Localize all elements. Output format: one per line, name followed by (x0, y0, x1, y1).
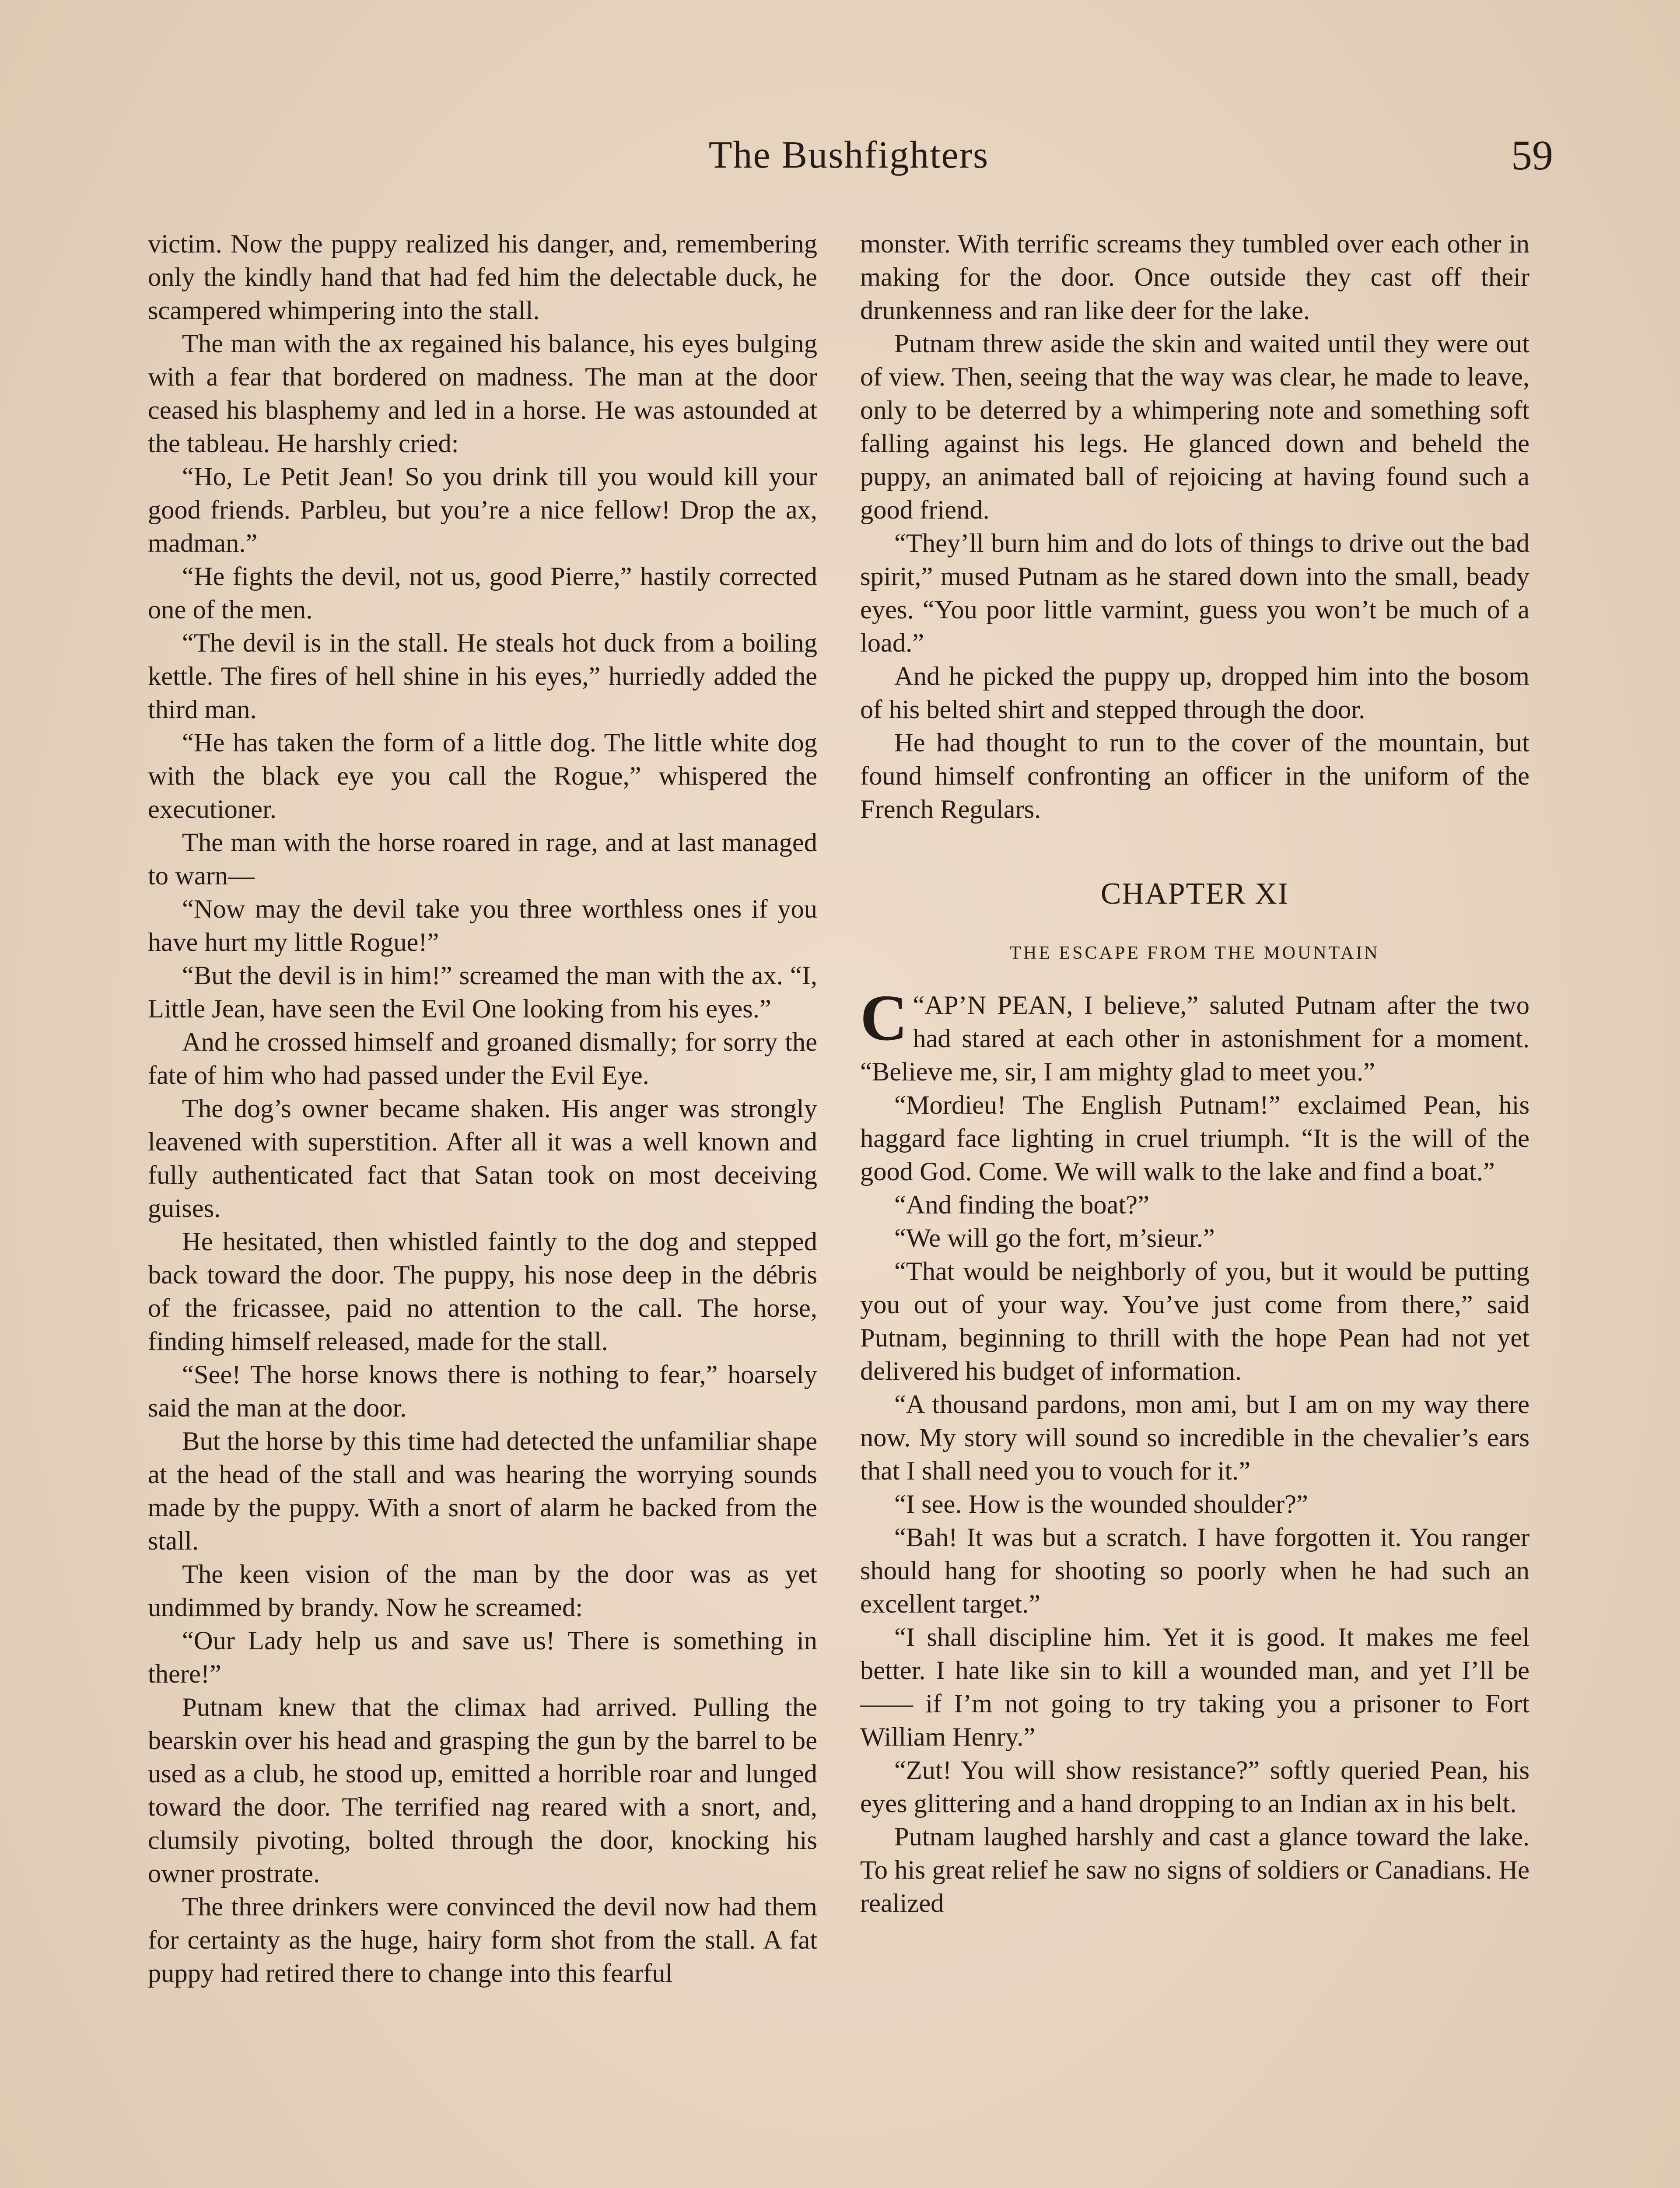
paragraph: “They’ll burn him and do lots of things to drive out the bad spirit,” mused Putnam as he stared down into the small, beady eyes. “You poor little varmint, guess you won’t be much of a load.” (860, 529, 1530, 658)
paragraph: The dog’s owner became shaken. His anger was strongly leavened with superstition. After all it was a well known and fully authenticated fact that Satan took on most deceiving guises. (148, 1094, 817, 1223)
paragraph: victim. Now the puppy realized his danger, and, remembering only the kindly hand that had fed him the delectable duck, he scampered whimpering into the stall. (148, 229, 817, 325)
chapter-subtitle: THE ESCAPE FROM THE MOUNTAIN (1010, 943, 1380, 963)
paragraph: He had thought to run to the cover of the mountain, but found himself confronting an officer in the uniform of the French Regulars. (860, 728, 1530, 824)
paragraph: The three drinkers were convinced the devil now had them for certainty as the huge, hairy form shot from the stall. A fat puppy had retired there to change into this fearful (148, 1892, 817, 1988)
paragraph: “He fights the devil, not us, good Pierre,” hastily corrected one of the men. (148, 562, 817, 624)
paragraph: But the horse by this time had detected the unfamiliar shape at the head of the stall and was hearing the worrying sounds made by the puppy. With a snort of alarm he backed from the stall. (148, 1427, 817, 1556)
paragraph: “Our Lady help us and save us! There is something in there!” (148, 1626, 817, 1689)
paragraph: The man with the ax regained his balance, his eyes bulging with a fear that bordered on madness. The man at the door ceased his blasphemy and led in a horse. He was astounded at the tableau. He harshly cried: (148, 329, 817, 458)
paragraph: “We will go the fort, m’sieur.” (894, 1224, 1215, 1253)
paragraph: “Ho, Le Petit Jean! So you drink till you would kill your good friends. Parbleu, but you’re a nice fellow! Drop the ax, madman.” (148, 462, 817, 558)
chapter-opening-text: AP’N PEAN, I believe,” saluted Putnam after the two had stared at each other in astonishment for a moment. “Believe me, sir, I am mighty glad to meet you.” (860, 991, 1530, 1087)
paragraph: “A thousand pardons, mon ami, but I am on my way there now. My story will sound so incredible in the chevalier’s ears that I shall need you to vouch for it.” (860, 1390, 1530, 1486)
paragraph: “But the devil is in him!” screamed the man with the ax. “I, Little Jean, have seen the Evil One looking from his eyes.” (148, 961, 817, 1024)
right-column (860, 228, 1530, 1920)
paragraph: The keen vision of the man by the door was as yet undimmed by brandy. Now he screamed: (148, 1560, 817, 1622)
paragraph: He hesitated, then whistled faintly to the dog and stepped back toward the door. The puppy, his nose deep in the débris of the fricassee, paid no attention to the call. The horse, finding himself released, made for the stall. (148, 1227, 817, 1356)
paragraph: “I see. How is the wounded shoulder?” (894, 1490, 1308, 1519)
paragraph: “Mordieu! The English Putnam!” exclaimed Pean, his haggard face lighting in cruel triumph. “It is the will of the good God. Come. We will walk to the lake and find a boat.” (860, 1090, 1530, 1186)
chapter-opening-paragraph: “ C AP’N PEAN, I believe,” saluted Putnam after the two had stared at each other in astonishment for a moment. “Believe me, sir, I am mighty glad to meet you.” (860, 982, 1530, 1087)
paragraph: The man with the horse roared in rage, and at last managed to warn— (148, 828, 817, 891)
paragraph: “That would be neighborly of you, but it would be putting you out of your way. You’ve just come from there,” said Putnam, beginning to thrill with the hope Pean had not yet delivered his budget of information. (860, 1257, 1530, 1386)
paragraph: Putnam laughed harshly and cast a glance toward the lake. To his great relief he saw no signs of soldiers or Canadians. He realized (860, 1822, 1530, 1918)
paragraph: Putnam knew that the climax had arrived. Pulling the bearskin over his head and grasping the gun by the barrel to be used as a club, he stood up, emitted a horrible roar and lunged toward the door. The terrified nag reared with a snort, and, clumsily pivoting, bolted through the door, knocking his owner prostrate. (148, 1693, 817, 1888)
paragraph: “Now may the devil take you three worthless ones if you have hurt my little Rogue!” (148, 894, 817, 957)
paragraph: “He has taken the form of a little dog. The little white dog with the black eye you call the Rogue,” whispered the executioner. (148, 728, 817, 824)
drop-cap: C (860, 982, 908, 1054)
left-column (148, 228, 817, 1990)
paragraph: “See! The horse knows there is nothing to fear,” hoarsely said the man at the door. (148, 1360, 817, 1423)
running-title: The Bushfighters (708, 134, 989, 176)
page-number: 59 (1511, 132, 1553, 179)
paragraph: “Zut! You will show resistance?” softly queried Pean, his eyes glittering and a hand dropping to an Indian ax in his belt. (860, 1756, 1530, 1818)
paragraph: Putnam threw aside the skin and waited until they were out of view. Then, seeing that the way was clear, he made to leave, only to be deterred by a whimpering note and something soft falling against his legs. He glanced down and beheld the puppy, an animated ball of rejoicing at having found such a good friend. (860, 329, 1530, 525)
page-header (0, 131, 1680, 188)
chapter-heading: CHAPTER XI (1100, 877, 1289, 911)
paragraph: And he crossed himself and groaned dismally; for sorry the fate of him who had passed under the Evil Eye. (148, 1027, 817, 1090)
paragraph: And he picked the puppy up, dropped him into the bosom of his belted shirt and stepped through the door. (860, 662, 1530, 724)
paragraph: “I shall discipline him. Yet it is good. It makes me feel better. I hate like sin to kill a wounded man, and yet I’ll be —— if I’m not going to try taking you a prisoner to Fort William Henry.” (860, 1623, 1530, 1752)
paragraph: “The devil is in the stall. He steals hot duck from a boiling kettle. The fires of hell shine in his eyes,” hurriedly added the third man. (148, 628, 817, 724)
paragraph: “Bah! It was but a scratch. I have forgotten it. You ranger should hang for shooting so poorly when he had such an excellent target.” (860, 1523, 1530, 1619)
paragraph: monster. With terrific screams they tumbled over each other in making for the door. Once outside they cast off their drunkenness and ran like deer for the lake. (860, 229, 1530, 325)
paragraph: “And finding the boat?” (894, 1190, 1149, 1220)
